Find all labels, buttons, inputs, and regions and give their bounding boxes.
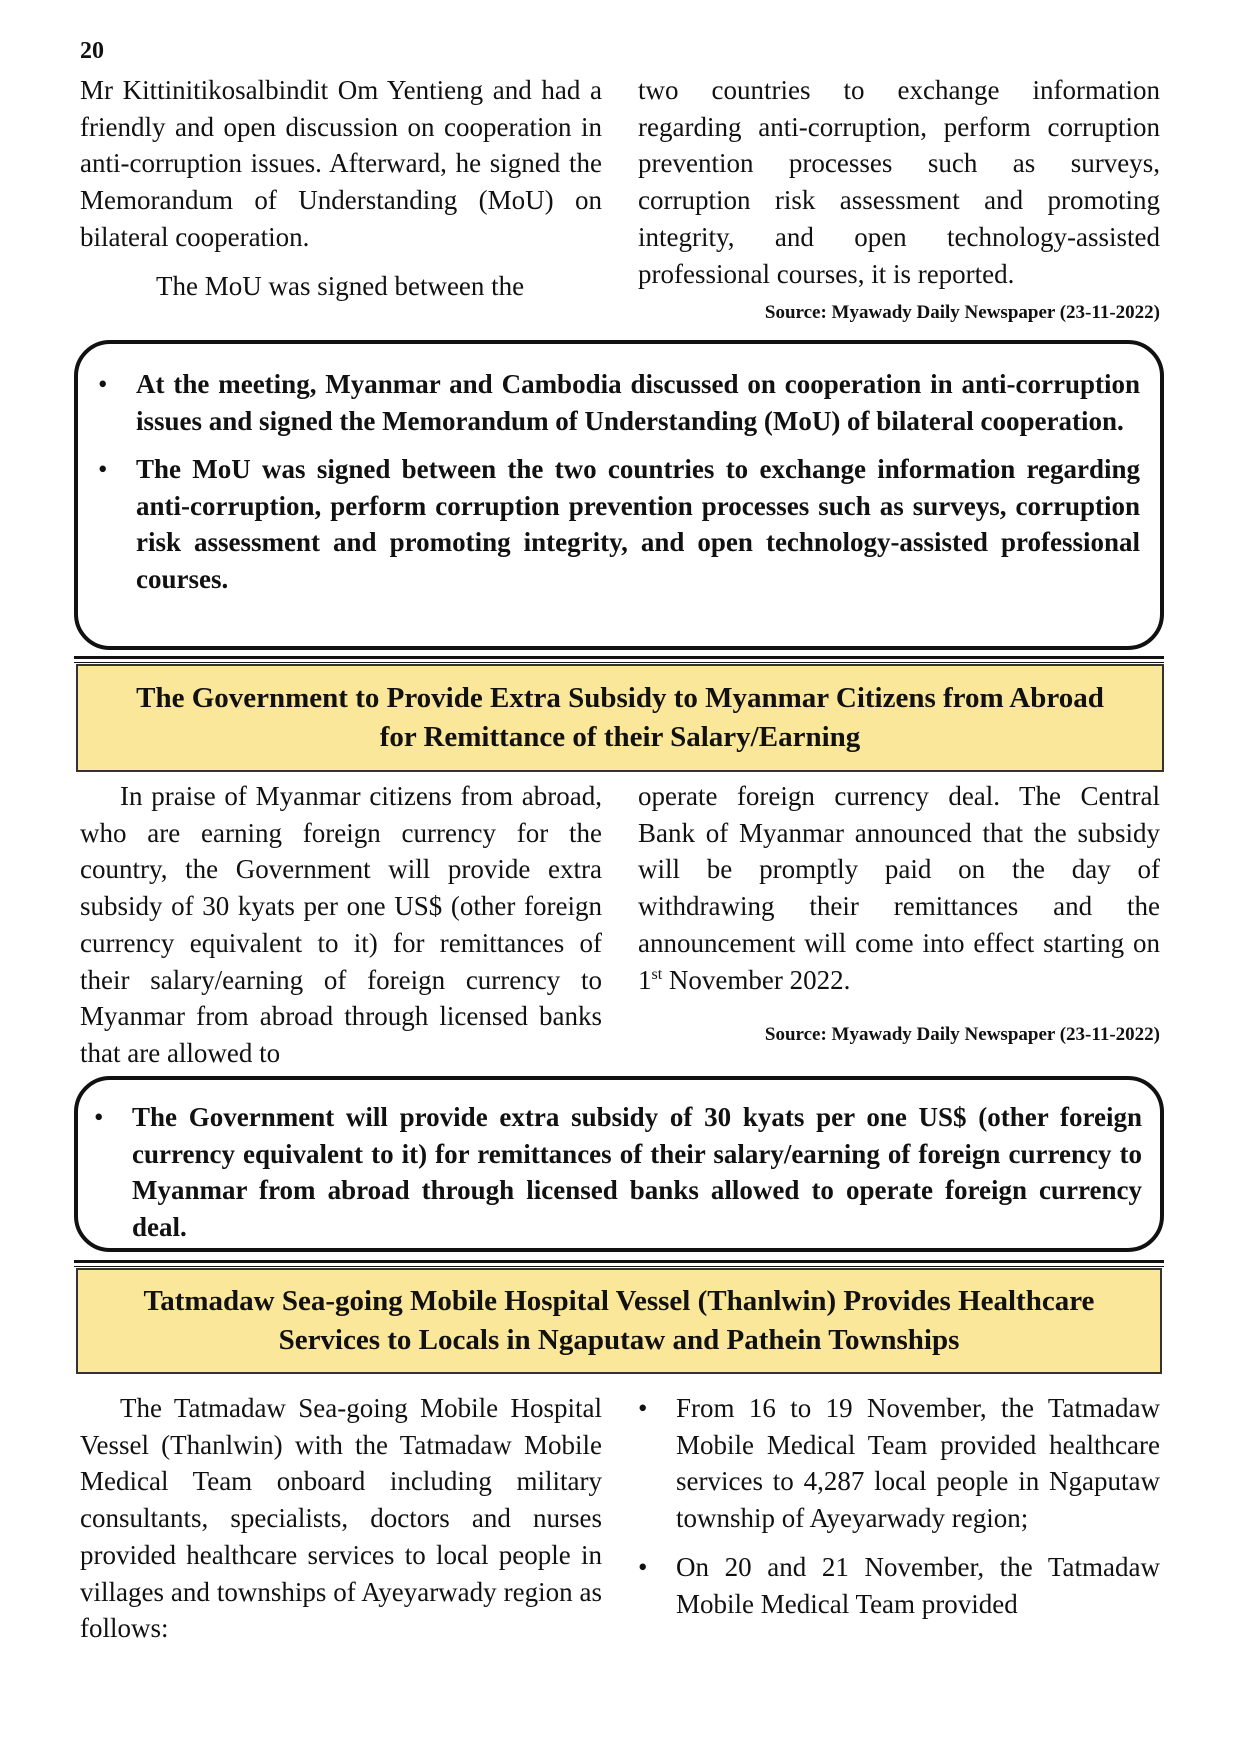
- article2-right-text-end: November 2022.: [668, 964, 851, 995]
- article2-right-column: [638, 778, 1160, 998]
- article1-left-column: [80, 72, 602, 304]
- article3-left-paragraph-1: The Tatmadaw Sea-going Mobile Hospital Vessel (Thanlwin) with the Tatmadaw Mobile Medical Team onboard including military consultants, specialists, doctors and nurses provided healthcare services to local people in villages and townships of Ayeyarwady region as follows:: [80, 1393, 602, 1644]
- article1-right-column: [638, 72, 1160, 292]
- article3-list-item: [638, 1390, 1160, 1537]
- article3-list-item-text: On 20 and 21 November, the Tatmadaw Mobile Medical Team provided: [676, 1551, 1160, 1619]
- summary-box-2: [74, 1076, 1164, 1252]
- article3-list-item-text: From 16 to 19 November, the Tatmadaw Mobile Medical Team provided healthcare services to 4,287 local people in Ngaputaw township of Ayeyarwady region;: [676, 1393, 1160, 1534]
- summary-1-item: [98, 366, 1140, 439]
- article1-left-paragraph-2: The MoU was signed between the: [156, 270, 525, 301]
- article2-left-paragraph-1: In praise of Myanmar citizens from abroad, who are earning foreign currency for the country, the Government will provide extra subsidy of 30 kyats per one US$ (other foreign currency equivalent to it) for remittances of their salary/earning of foreign currency to Myanmar from abroad through licensed banks that are allowed to: [80, 781, 602, 1068]
- article2-headline-line-2: for Remittance of their Salary/Earning: [379, 721, 861, 753]
- summary-box-1: [74, 340, 1164, 650]
- article3-left-column: [80, 1390, 602, 1647]
- summary-1-item-text: The MoU was signed between the two countries to exchange information regarding anti-corruption, perform corruption prevention processes such as surveys, corruption risk assessment and promoting integrity, and open technology-assisted professional courses.: [136, 454, 1140, 594]
- summary-2-list: [94, 1099, 1142, 1245]
- bullet-icon: •: [98, 454, 108, 484]
- article3-headline: [76, 1268, 1162, 1374]
- bullet-icon: •: [94, 1102, 104, 1132]
- article1-left-paragraph-1: Mr Kittinitikosalbindit Om Yentieng and had a friendly and open discussion on cooperation in anti-corruption issues. Afterward, he signed the Memorandum of Understanding (MoU) on bilateral cooperation.: [80, 75, 602, 252]
- summary-2-item: [94, 1099, 1142, 1245]
- ordinal-suffix: st: [651, 965, 663, 983]
- bullet-icon: •: [98, 369, 108, 399]
- article2-source: Source: Myawady Daily Newspaper (23-11-2022): [764, 1024, 1160, 1045]
- section-divider: [74, 656, 1164, 663]
- page-number: 20: [80, 38, 104, 64]
- article2-left-column: [80, 778, 602, 1072]
- article1-source: Source: Myawady Daily Newspaper (23-11-2022): [764, 302, 1160, 323]
- article3-headline-line-2: Services to Locals in Ngaputaw and Pathein Townships: [278, 1324, 960, 1356]
- article3-list-item: [638, 1549, 1160, 1622]
- summary-1-list: [98, 366, 1140, 597]
- section-divider: [74, 1260, 1164, 1267]
- article1-right-paragraph-1: two countries to exchange information regarding anti-corruption, perform corruption prevention processes such as surveys, corruption risk assessment and promoting integrity, and open technology-assisted professional courses, it is reported.: [638, 75, 1160, 289]
- summary-1-item: [98, 451, 1140, 597]
- summary-2-item-text: The Government will provide extra subsidy of 30 kyats per one US$ (other foreign currency equivalent to it) for remittances of their salary/earning of foreign currency to Myanmar from abroad through licensed banks allowed to operate foreign currency deal.: [132, 1102, 1142, 1242]
- summary-1-item-text: At the meeting, Myanmar and Cambodia discussed on cooperation in anti-corruption issues and signed the Memorandum of Understanding (MoU) of bilateral cooperation.: [136, 369, 1140, 436]
- article2-right-text: operate foreign currency deal. The Central Bank of Myanmar announced that the subsidy will be promptly paid on the day of withdrawing their remittances and the announcement will come into effect starting on 1: [638, 781, 1160, 995]
- bullet-icon: •: [638, 1551, 648, 1582]
- article3-right-column: [638, 1390, 1160, 1622]
- bullet-icon: •: [638, 1393, 648, 1423]
- article2-right-paragraph-1: [638, 778, 1160, 998]
- article2-headline-line-1: The Government to Provide Extra Subsidy to Myanmar Citizens from Abroad: [136, 682, 1104, 714]
- article2-headline: [76, 664, 1164, 772]
- article3-headline-line-1: Tatmadaw Sea-going Mobile Hospital Vessel (Thanlwin) Provides Healthcare: [143, 1285, 1095, 1317]
- article3-bullet-list: [638, 1390, 1160, 1622]
